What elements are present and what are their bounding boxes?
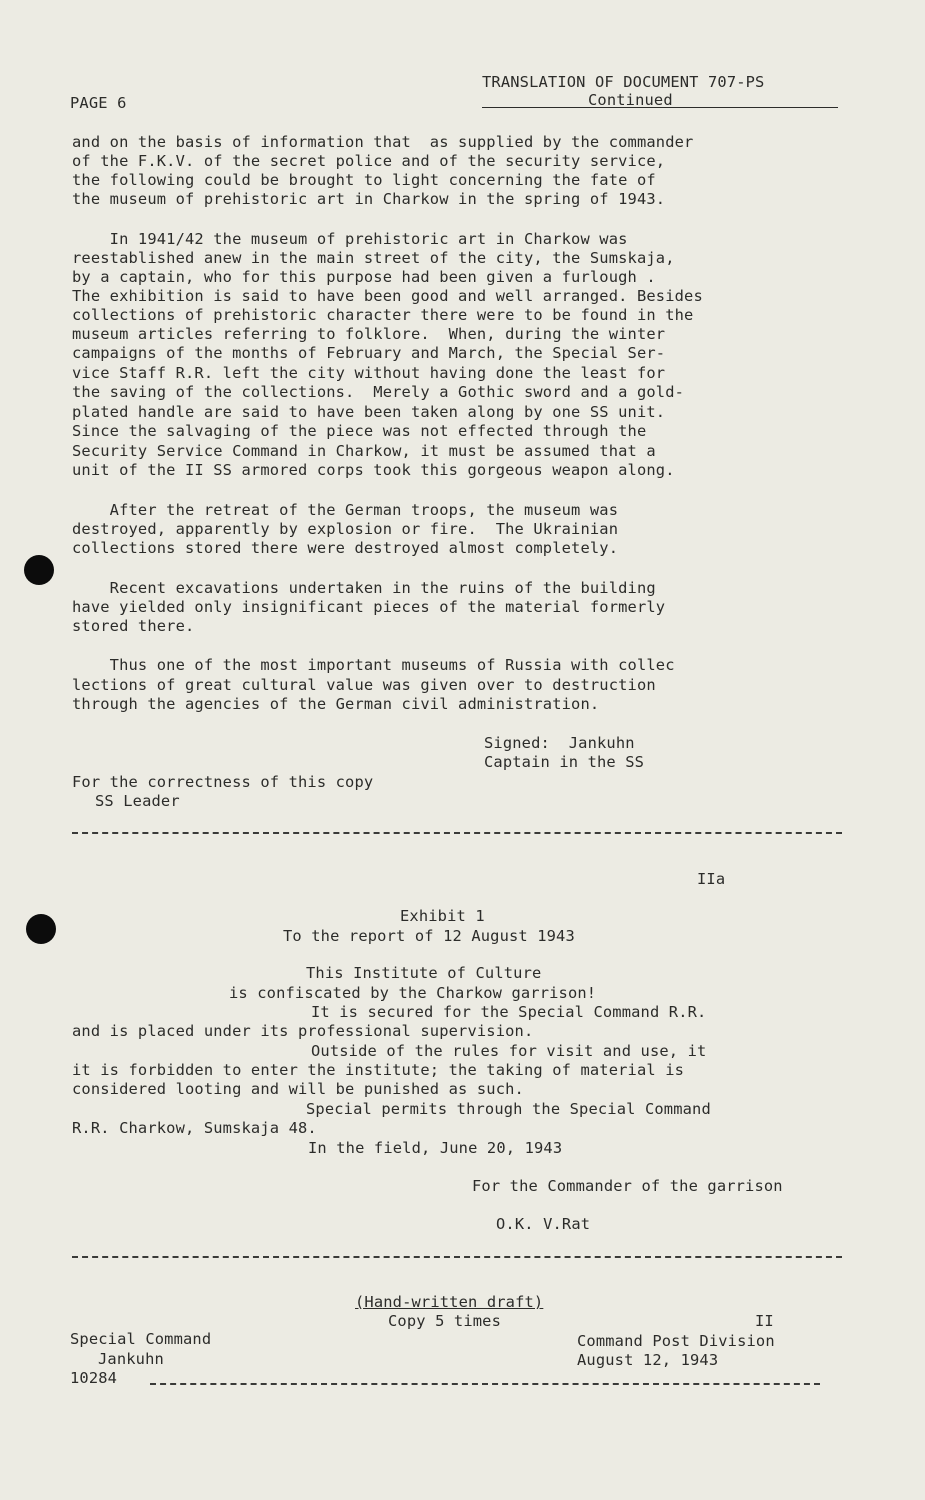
draft-roman: II: [755, 1312, 774, 1330]
notice-line: it is forbidden to enter the institute; the taking of material is: [72, 1061, 685, 1079]
body-line: campaigns of the months of February and March, the Special Ser-: [72, 344, 666, 362]
body-line: Since the salvaging of the piece was not effected through the: [72, 422, 647, 440]
draft-left-3: 10284: [70, 1369, 118, 1387]
body-line: of the F.K.V. of the secret police and of the security service,: [72, 152, 666, 170]
notice-line: considered looting and will be punished as such.: [72, 1080, 524, 1098]
body-line: the museum of prehistoric art in Charkow in the spring of 1943.: [72, 190, 666, 208]
body-line: the saving of the collections. Merely a Gothic sword and a gold-: [72, 383, 685, 401]
notice-line: and is placed under its professional supervision.: [72, 1022, 534, 1040]
exhibit-report-line: To the report of 12 August 1943: [283, 927, 575, 945]
body-line: reestablished anew in the main street of the city, the Sumskaja,: [72, 249, 675, 267]
body-line: collections stored there were destroyed almost completely.: [72, 539, 619, 557]
draft-copies: Copy 5 times: [388, 1312, 501, 1330]
body-line: have yielded only insignificant pieces of the material formerly: [72, 598, 666, 616]
notice-line: It is secured for the Special Command R.R.: [311, 1003, 707, 1021]
header-rule: [482, 107, 838, 108]
separator-dashes: [150, 1383, 820, 1385]
body-line: After the retreat of the German troops, the museum was: [72, 501, 619, 519]
notice-line: This Institute of Culture: [306, 964, 542, 982]
draft-title: (Hand-written draft): [355, 1293, 544, 1311]
section-number: IIa: [697, 870, 726, 888]
body-line: In 1941/42 the museum of prehistoric art in Charkow was: [72, 230, 628, 248]
body-line: unit of the II SS armored corps took this gorgeous weapon along.: [72, 461, 675, 479]
body-line: lections of great cultural value was given over to destruction: [72, 676, 656, 694]
body-line: and on the basis of information that as supplied by the commander: [72, 133, 694, 151]
body-line: destroyed, apparently by explosion or fire. The Ukrainian: [72, 520, 619, 538]
punch-hole-bottom: [26, 914, 56, 944]
notice-line: In the field, June 20, 1943: [308, 1139, 563, 1157]
separator-dashes: [72, 1256, 842, 1258]
draft-left-2: Jankuhn: [98, 1350, 164, 1368]
notice-line: Outside of the rules for visit and use, it: [311, 1042, 707, 1060]
page-label: PAGE 6: [70, 94, 127, 112]
body-line: through the agencies of the German civil administration.: [72, 695, 600, 713]
ok-signature: O.K. V.Rat: [496, 1215, 591, 1233]
doc-subtitle: Continued: [588, 91, 673, 109]
signer-rank: Captain in the SS: [484, 753, 645, 771]
body-line: The exhibition is said to have been good and well arranged. Besides: [72, 287, 703, 305]
correctness-line: For the correctness of this copy: [72, 773, 374, 791]
for-commander: For the Commander of the garrison: [472, 1177, 783, 1195]
body-line: Security Service Command in Charkow, it must be assumed that a: [72, 442, 656, 460]
notice-line: R.R. Charkow, Sumskaja 48.: [72, 1119, 317, 1137]
body-line: museum articles referring to folklore. When, during the winter: [72, 325, 666, 343]
body-line: vice Staff R.R. left the city without having done the least for: [72, 364, 666, 382]
body-line: by a captain, who for this purpose had been given a furlough .: [72, 268, 656, 286]
body-line: stored there.: [72, 617, 195, 635]
exhibit-title: Exhibit 1: [400, 907, 485, 925]
punch-hole-top: [24, 555, 54, 585]
draft-left-1: Special Command: [70, 1330, 212, 1348]
body-line: Thus one of the most important museums of Russia with collec: [72, 656, 675, 674]
notice-line: Special permits through the Special Command: [306, 1100, 711, 1118]
ss-leader: SS Leader: [95, 792, 180, 810]
signed-line: Signed: Jankuhn: [484, 734, 635, 752]
draft-right-2: August 12, 1943: [577, 1351, 719, 1369]
doc-title: TRANSLATION OF DOCUMENT 707-PS: [482, 73, 765, 91]
body-line: the following could be brought to light concerning the fate of: [72, 171, 656, 189]
separator-dashes: [72, 832, 842, 834]
body-line: plated handle are said to have been taken along by one SS unit.: [72, 403, 666, 421]
body-line: Recent excavations undertaken in the ruins of the building: [72, 579, 656, 597]
body-line: collections of prehistoric character there were to be found in the: [72, 306, 694, 324]
draft-right-1: Command Post Division: [577, 1332, 775, 1350]
notice-line: is confiscated by the Charkow garrison!: [229, 984, 597, 1002]
